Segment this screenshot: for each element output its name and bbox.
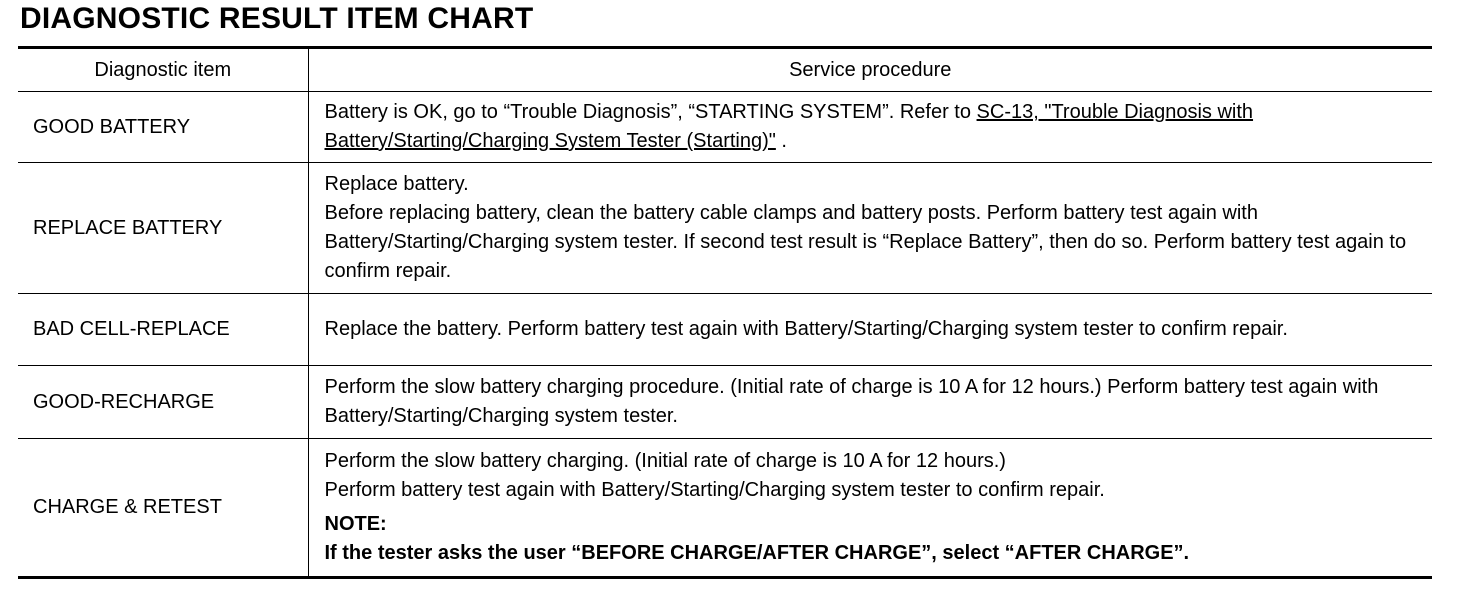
table-row bbox=[18, 92, 1432, 163]
diagnostic-result-table bbox=[18, 46, 1432, 579]
header-diagnostic-item: Diagnostic item bbox=[18, 48, 308, 92]
diagnostic-item-cell: REPLACE BATTERY bbox=[18, 163, 308, 294]
note-label: NOTE: bbox=[324, 513, 387, 535]
service-procedure-cell bbox=[308, 439, 1432, 578]
diagnostic-item-cell: GOOD BATTERY bbox=[18, 92, 308, 163]
service-procedure-cell: Replace the battery. Perform battery test again with Battery/Starting/Charging system tester to confirm repair. bbox=[308, 294, 1432, 366]
procedure-text-end: . bbox=[775, 130, 787, 152]
table-row bbox=[18, 439, 1432, 578]
table-row bbox=[18, 366, 1432, 439]
procedure-line: Before replacing battery, clean the battery cable clamps and battery posts. Perform battery test again with Battery/Starting/Charging system tester. If second test result is “Replace Battery”, then do so. Perform battery test again to confirm repair. bbox=[324, 202, 1407, 282]
procedure-line: Perform the slow battery charging. (Initial rate of charge is 10 A for 12 hours.) bbox=[324, 450, 1006, 472]
procedure-line: Perform battery test again with Battery/Starting/Charging system tester to confirm repair. bbox=[324, 479, 1105, 501]
note-text: If the tester asks the user “BEFORE CHARGE/AFTER CHARGE”, select “AFTER CHARGE”. bbox=[324, 542, 1190, 564]
diagnostic-item-cell: BAD CELL-REPLACE bbox=[18, 294, 308, 366]
header-service-procedure: Service procedure bbox=[308, 48, 1432, 92]
diagnostic-item-cell: GOOD-RECHARGE bbox=[18, 366, 308, 439]
page-title: DIAGNOSTIC RESULT ITEM CHART bbox=[20, 2, 534, 35]
procedure-text: Battery is OK, go to “Trouble Diagnosis”, “STARTING SYSTEM”. Refer to bbox=[324, 101, 977, 123]
diagnostic-item-cell: CHARGE & RETEST bbox=[18, 439, 308, 578]
service-procedure-cell bbox=[308, 92, 1432, 163]
service-procedure-cell bbox=[308, 163, 1432, 294]
note-block bbox=[325, 510, 1425, 568]
table-header-row bbox=[18, 48, 1432, 92]
reference-link[interactable]: SC-13, "Trouble Diagnosis with Battery/Starting/Charging System Tester (Starting)" bbox=[324, 101, 1254, 152]
table-row bbox=[18, 163, 1432, 294]
table-row bbox=[18, 294, 1432, 366]
service-procedure-cell: Perform the slow battery charging procedure. (Initial rate of charge is 10 A for 12 hours.) Perform battery test again with Battery/Starting/Charging system tester. bbox=[308, 366, 1432, 439]
procedure-line: Replace battery. bbox=[324, 173, 469, 195]
